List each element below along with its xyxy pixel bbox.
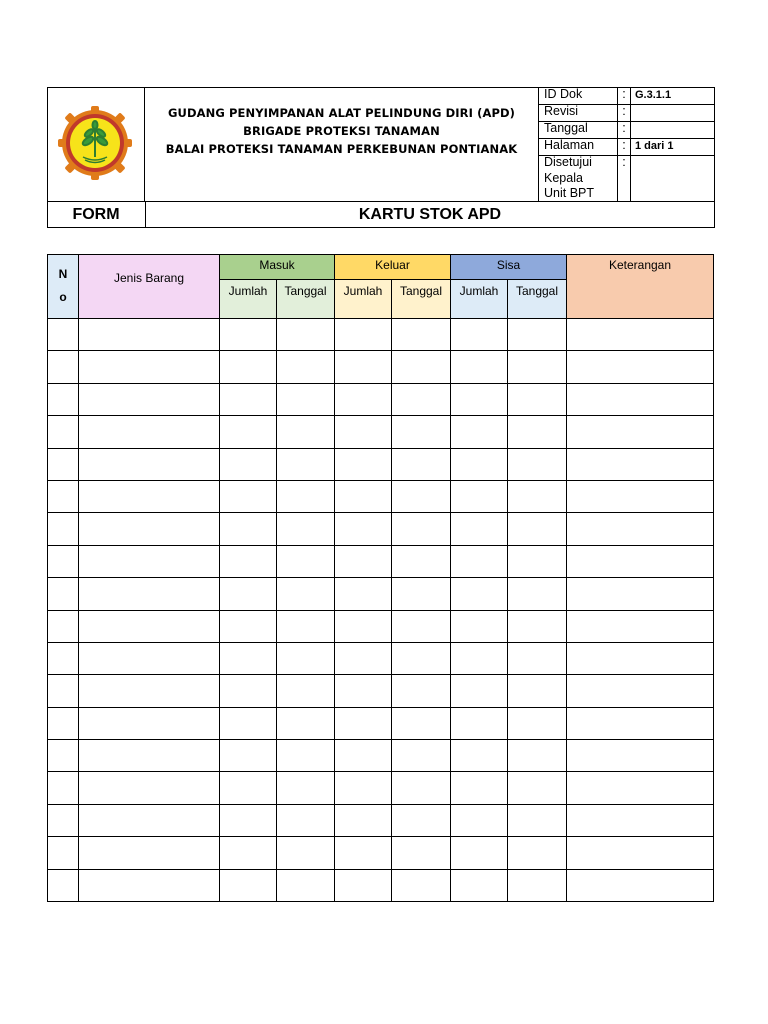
table-cell[interactable] <box>508 772 567 804</box>
table-cell[interactable] <box>220 578 277 610</box>
table-cell[interactable] <box>48 707 79 739</box>
table-cell[interactable] <box>451 416 508 448</box>
table-cell[interactable] <box>335 707 392 739</box>
table-row <box>48 351 714 383</box>
table-cell[interactable] <box>277 772 335 804</box>
table-cell[interactable] <box>567 740 714 772</box>
meta-colon: : <box>617 155 631 201</box>
table-cell[interactable] <box>451 675 508 707</box>
table-cell[interactable] <box>220 416 277 448</box>
table-cell[interactable] <box>451 319 508 351</box>
table-cell[interactable] <box>48 869 79 901</box>
table-cell[interactable] <box>220 513 277 545</box>
meta-label-disetujui-1: Disetujui <box>544 155 592 169</box>
table-row <box>48 675 714 707</box>
table-cell[interactable] <box>277 740 335 772</box>
table-cell[interactable] <box>567 837 714 869</box>
meta-colon: : <box>617 87 631 104</box>
column-group-masuk: Masuk <box>220 255 335 280</box>
table-cell[interactable] <box>451 513 508 545</box>
table-cell[interactable] <box>48 319 79 351</box>
table-cell[interactable] <box>220 675 277 707</box>
table-cell[interactable] <box>335 319 392 351</box>
table-cell[interactable] <box>567 513 714 545</box>
table-cell[interactable] <box>220 351 277 383</box>
table-cell[interactable] <box>335 578 392 610</box>
table-cell[interactable] <box>451 837 508 869</box>
table-cell[interactable] <box>451 578 508 610</box>
table-cell[interactable] <box>451 545 508 577</box>
meta-row-tanggal <box>539 121 715 139</box>
table-cell[interactable] <box>277 837 335 869</box>
meta-row-revisi <box>539 104 715 122</box>
table-cell[interactable] <box>508 707 567 739</box>
form-title-row <box>47 201 715 228</box>
table-row <box>48 772 714 804</box>
meta-colon: : <box>617 138 631 155</box>
table-cell[interactable] <box>277 351 335 383</box>
table-cell[interactable] <box>48 351 79 383</box>
table-cell[interactable] <box>48 416 79 448</box>
subheader-sisa-jumlah: Jumlah <box>451 280 508 319</box>
table-cell[interactable] <box>79 513 220 545</box>
column-header-no <box>48 255 79 319</box>
table-cell[interactable] <box>48 578 79 610</box>
table-row <box>48 837 714 869</box>
table-cell[interactable] <box>79 772 220 804</box>
table-cell[interactable] <box>220 642 277 674</box>
table-cell[interactable] <box>567 642 714 674</box>
table-cell[interactable] <box>48 642 79 674</box>
table-cell[interactable] <box>335 480 392 512</box>
table-cell[interactable] <box>335 513 392 545</box>
table-cell[interactable] <box>79 319 220 351</box>
meta-colon: : <box>617 121 631 138</box>
table-cell[interactable] <box>567 351 714 383</box>
document-meta-table <box>538 87 715 201</box>
table-cell[interactable] <box>451 351 508 383</box>
table-cell[interactable] <box>48 480 79 512</box>
table-cell[interactable] <box>220 319 277 351</box>
table-cell[interactable] <box>220 772 277 804</box>
column-header-jenis-barang: Jenis Barang <box>79 255 220 319</box>
table-cell[interactable] <box>392 319 451 351</box>
table-cell[interactable] <box>277 480 335 512</box>
table-cell[interactable] <box>451 772 508 804</box>
table-cell[interactable] <box>508 416 567 448</box>
table-cell[interactable] <box>392 740 451 772</box>
column-header-keterangan: Keterangan <box>567 255 714 319</box>
stock-table <box>47 254 714 902</box>
table-cell[interactable] <box>79 610 220 642</box>
table-cell[interactable] <box>335 642 392 674</box>
table-cell[interactable] <box>567 675 714 707</box>
table-cell[interactable] <box>567 707 714 739</box>
table-row <box>48 448 714 480</box>
table-row <box>48 545 714 577</box>
table-row <box>48 383 714 415</box>
table-cell[interactable] <box>277 578 335 610</box>
table-cell[interactable] <box>392 804 451 836</box>
table-cell[interactable] <box>508 513 567 545</box>
table-cell[interactable] <box>220 837 277 869</box>
org-line-1: GUDANG PENYIMPANAN ALAT PELINDUNG DIRI (APD) <box>168 106 515 120</box>
meta-label-disetujui-3: Unit BPT <box>544 186 595 200</box>
table-cell[interactable] <box>508 740 567 772</box>
organization-title <box>145 87 538 201</box>
table-cell[interactable] <box>335 351 392 383</box>
table-cell[interactable] <box>335 383 392 415</box>
table-cell[interactable] <box>335 545 392 577</box>
table-row <box>48 740 714 772</box>
meta-label-disetujui <box>544 155 594 202</box>
meta-value-id: G.3.1.1 <box>635 89 672 101</box>
table-cell[interactable] <box>48 804 79 836</box>
table-cell[interactable] <box>567 772 714 804</box>
table-cell[interactable] <box>277 675 335 707</box>
table-cell[interactable] <box>508 383 567 415</box>
table-cell[interactable] <box>79 351 220 383</box>
table-cell[interactable] <box>220 610 277 642</box>
table-cell[interactable] <box>392 675 451 707</box>
table-cell[interactable] <box>567 869 714 901</box>
table-row <box>48 707 714 739</box>
table-cell[interactable] <box>220 707 277 739</box>
meta-row-halaman <box>539 138 715 156</box>
table-cell[interactable] <box>508 869 567 901</box>
table-cell[interactable] <box>277 707 335 739</box>
table-cell[interactable] <box>451 869 508 901</box>
table-cell[interactable] <box>335 448 392 480</box>
table-cell[interactable] <box>277 545 335 577</box>
table-cell[interactable] <box>392 610 451 642</box>
table-cell[interactable] <box>451 804 508 836</box>
table-cell[interactable] <box>220 545 277 577</box>
table-cell[interactable] <box>392 351 451 383</box>
meta-label-halaman: Halaman <box>544 138 595 152</box>
table-cell[interactable] <box>48 675 79 707</box>
table-cell[interactable] <box>277 804 335 836</box>
table-row <box>48 416 714 448</box>
table-row <box>48 642 714 674</box>
table-cell[interactable] <box>79 545 220 577</box>
meta-label-id: ID Dok <box>544 87 583 101</box>
logo-cell <box>47 87 145 201</box>
table-cell[interactable] <box>508 610 567 642</box>
subheader-masuk-jumlah: Jumlah <box>220 280 277 319</box>
table-cell[interactable] <box>220 480 277 512</box>
meta-value-halaman: 1 dari 1 <box>635 140 674 152</box>
table-cell[interactable] <box>508 642 567 674</box>
table-cell[interactable] <box>335 740 392 772</box>
table-cell[interactable] <box>392 837 451 869</box>
table-cell[interactable] <box>220 869 277 901</box>
table-cell[interactable] <box>220 448 277 480</box>
table-cell[interactable] <box>48 513 79 545</box>
table-row <box>48 804 714 836</box>
table-cell[interactable] <box>48 837 79 869</box>
org-line-2: BRIGADE PROTEKSI TANAMAN <box>243 124 440 138</box>
no-line-2: o <box>59 290 67 304</box>
column-group-keluar: Keluar <box>335 255 451 280</box>
table-cell[interactable] <box>79 416 220 448</box>
table-cell[interactable] <box>508 351 567 383</box>
table-cell[interactable] <box>451 383 508 415</box>
table-cell[interactable] <box>220 740 277 772</box>
table-cell[interactable] <box>335 804 392 836</box>
table-row <box>48 513 714 545</box>
meta-label-disetujui-2: Kepala <box>544 170 583 185</box>
table-row <box>48 610 714 642</box>
table-cell[interactable] <box>392 642 451 674</box>
table-row <box>48 480 714 512</box>
ministry-logo <box>57 105 133 181</box>
table-cell[interactable] <box>277 513 335 545</box>
table-cell[interactable] <box>451 642 508 674</box>
table-cell[interactable] <box>48 448 79 480</box>
table-header-row-1 <box>48 255 714 280</box>
subheader-keluar-tanggal: Tanggal <box>392 280 451 319</box>
subheader-masuk-tanggal: Tanggal <box>277 280 335 319</box>
table-cell[interactable] <box>277 642 335 674</box>
table-cell[interactable] <box>567 578 714 610</box>
table-cell[interactable] <box>567 319 714 351</box>
table-cell[interactable] <box>48 610 79 642</box>
table-cell[interactable] <box>567 383 714 415</box>
table-cell[interactable] <box>451 740 508 772</box>
table-cell[interactable] <box>79 804 220 836</box>
table-cell[interactable] <box>392 416 451 448</box>
table-cell[interactable] <box>335 869 392 901</box>
table-cell[interactable] <box>567 610 714 642</box>
table-cell[interactable] <box>79 480 220 512</box>
table-cell[interactable] <box>451 448 508 480</box>
table-cell[interactable] <box>335 416 392 448</box>
meta-label-revisi: Revisi <box>544 104 579 118</box>
no-line-1: N <box>58 267 68 281</box>
table-cell[interactable] <box>79 740 220 772</box>
meta-row-disetujui <box>539 155 715 201</box>
table-cell[interactable] <box>79 707 220 739</box>
table-cell[interactable] <box>220 383 277 415</box>
form-label: FORM <box>47 202 146 228</box>
table-cell[interactable] <box>567 448 714 480</box>
table-cell[interactable] <box>451 707 508 739</box>
table-cell[interactable] <box>277 319 335 351</box>
column-group-sisa: Sisa <box>451 255 567 280</box>
table-cell[interactable] <box>392 772 451 804</box>
table-cell[interactable] <box>48 772 79 804</box>
meta-row-id <box>539 87 715 105</box>
table-cell[interactable] <box>335 610 392 642</box>
table-cell[interactable] <box>567 804 714 836</box>
table-cell[interactable] <box>567 480 714 512</box>
table-cell[interactable] <box>508 545 567 577</box>
table-cell[interactable] <box>567 416 714 448</box>
table-cell[interactable] <box>79 675 220 707</box>
table-cell[interactable] <box>79 837 220 869</box>
table-cell[interactable] <box>79 578 220 610</box>
table-cell[interactable] <box>392 578 451 610</box>
stock-table-body <box>48 319 714 902</box>
table-cell[interactable] <box>392 545 451 577</box>
table-cell[interactable] <box>451 480 508 512</box>
table-row <box>48 319 714 351</box>
table-cell[interactable] <box>392 513 451 545</box>
table-cell[interactable] <box>508 448 567 480</box>
table-cell[interactable] <box>277 869 335 901</box>
table-cell[interactable] <box>48 383 79 415</box>
form-title: KARTU STOK APD <box>358 206 502 223</box>
table-cell[interactable] <box>392 869 451 901</box>
table-cell[interactable] <box>79 383 220 415</box>
table-cell[interactable] <box>392 480 451 512</box>
meta-label-tanggal: Tanggal <box>544 121 588 135</box>
table-row <box>48 869 714 901</box>
table-cell[interactable] <box>79 869 220 901</box>
table-cell[interactable] <box>220 804 277 836</box>
table-cell[interactable] <box>567 545 714 577</box>
table-cell[interactable] <box>277 610 335 642</box>
table-cell[interactable] <box>335 675 392 707</box>
table-cell[interactable] <box>508 319 567 351</box>
table-cell[interactable] <box>392 383 451 415</box>
meta-colon: : <box>617 104 631 121</box>
table-cell[interactable] <box>335 772 392 804</box>
table-cell[interactable] <box>508 804 567 836</box>
table-cell[interactable] <box>508 578 567 610</box>
table-cell[interactable] <box>48 545 79 577</box>
table-cell[interactable] <box>508 837 567 869</box>
table-row <box>48 578 714 610</box>
table-cell[interactable] <box>335 837 392 869</box>
table-cell[interactable] <box>277 448 335 480</box>
table-cell[interactable] <box>508 675 567 707</box>
table-cell[interactable] <box>79 642 220 674</box>
table-cell[interactable] <box>451 610 508 642</box>
table-cell[interactable] <box>79 448 220 480</box>
subheader-sisa-tanggal: Tanggal <box>508 280 567 319</box>
table-cell[interactable] <box>392 448 451 480</box>
org-line-3: BALAI PROTEKSI TANAMAN PERKEBUNAN PONTIANAK <box>165 142 518 156</box>
subheader-keluar-jumlah: Jumlah <box>335 280 392 319</box>
table-cell[interactable] <box>277 416 335 448</box>
table-cell[interactable] <box>508 480 567 512</box>
table-cell[interactable] <box>48 740 79 772</box>
table-cell[interactable] <box>392 707 451 739</box>
table-cell[interactable] <box>277 383 335 415</box>
